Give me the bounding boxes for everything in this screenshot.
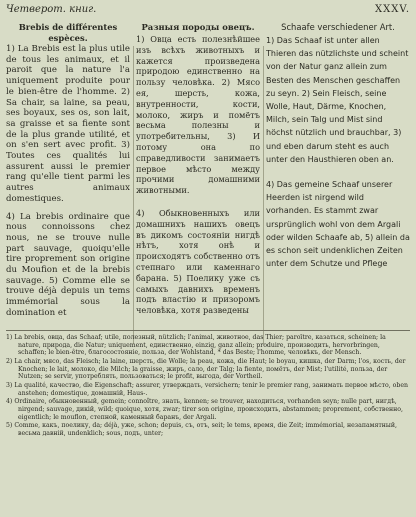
footnote-4: 4) Ordinaire, обыкновенный, gemein; connoître, знать, kennen; se trouver, находиться, vorhanden seyn; nulle part, нигдѣ, nirgend; sauvage, дикій, wild; quoique, хотя, zwar; tirer son origine, происходить, abstammen; proprement, собственно, eigentlich; le mouflon, степной, каменный баранъ, der Argali. bbox=[6, 398, 403, 421]
russian-paragraph-2: 4) Обыкновенныхъ или домашнихъ нашихъ овецъ въ дикомъ состояніи нигдѣ нѣтъ, хотя онѣ и происходятъ собственно отъ степнаго или каменнаго барана. 5) Поелику уже съ самыхъ давнихъ временъ подъ властію и призоромъ человѣка, хотя разведены bbox=[136, 207, 260, 316]
footnote-1: 1) La brebis, овца, das Schaaf; utile, полезный, nützlich; l'animal, животное, das Thier; paroître, казаться, scheinen; la nature, природа, die Natur; uniquement, единственно, einzig, ganz allein; produire, производить, hervorbringen, schaffen; le bien-être, благосостояніе, польза, der Wohlstand, * das Beste; l'homme, человѣкъ, der Mensch. bbox=[6, 334, 386, 357]
french-paragraph-2: 4) La brebis ordinaire que nous connoissons chez nous, ne se trouve nulle part sauvage, quoiqu'elle tire proprement son origine du Moufion et de la brebis sauvage. 5) Comme elle se trouve déjà depuis un tems immémorial sous la domination et bbox=[6, 211, 130, 318]
footnote-rule bbox=[6, 330, 410, 331]
footnotes bbox=[6, 334, 410, 514]
footnote-2: 2) La chair, мясо, das Fleisch; la laine, шерсть, die Wolle; la peau, кожа, die Haut; le boyau, кишка, der Darm; l'os, кость, der Knochen; le lait, молоко, die Milch; la graisse, жиръ, сало, der Talg; la fiente, помётъ, der Mist; l'utilité, польза, der Nutzen; se servir, употреблять, пользоваться; le profit, выгода, der Vortheil. bbox=[6, 357, 406, 381]
russian-paragraph-1: 1) Овца есть полезнѣйшее изъ всѣхъ животныхъ и кажется произведена природою единственно на пользу человѣка. 2) Мясо ея, шерсть, кожа, внутренности, кости, молоко, жиръ и помётъ весьма полезны и употребительны, 3) И потому она по справедливости занимаетъ первое мѣсто между прочими домашними животными. bbox=[136, 34, 260, 196]
footnote-5: 5) Comme, какъ, поелику, da; déjà, уже, schon; depuis, съ, отъ, seit; le tems, время, die Zeit; immémorial, незапамятный, весьма давній, undenklich; sous, подъ, unter; bbox=[6, 422, 397, 437]
german-paragraph-2: 4) Das gemeine Schaaf unserer Heerden ist nirgend wild vorhanden. Es stammt zwar ursprünglich wohl von dem Argali oder wilden Schaafe ab, 5) allein da es schon seit undenklichen Zeiten unter dem Schutze und Pflege bbox=[266, 180, 410, 269]
column-divider bbox=[263, 46, 264, 344]
page-number: XXXV. bbox=[374, 4, 410, 15]
footnote-3: 3) La qualité, качество, die Eigenschaft; assurer, утверждать, versichern; tenir le premier rang, занимать первое мѣсто, oben anstehen; domestique, домашній, Haus-. bbox=[6, 381, 408, 397]
german-column bbox=[266, 22, 410, 328]
russian-column bbox=[136, 22, 260, 328]
french-subtitle: espèces. bbox=[48, 33, 88, 43]
german-title: Schaafe verschiedener Art. bbox=[281, 22, 395, 32]
running-head: Четверот. книг. bbox=[6, 4, 97, 15]
russian-title: Разныя породы овецъ. bbox=[141, 22, 255, 32]
page-header bbox=[6, 4, 410, 20]
text-columns bbox=[6, 22, 410, 328]
french-title: Brebis de différentes bbox=[18, 22, 118, 32]
french-paragraph-1: 1) La Brebis est la plus utile de tous les animaux, et il paroit que la nature l'a uniquement produite pour le bien-être de l'homme. 2) Sa chair, sa laine, sa peau, ses boyaux, ses os, son lait, sa graisse et sa fiente sont de la plus grande utilité, et on s'en sert avec profit. 3) Toutes ces qualités lui assurent aussi le premier rang qu'elle tient parmi les autres animaux domestiques. bbox=[6, 44, 130, 204]
german-paragraph-1: 1) Das Schaaf ist unter allen Thieren das nützlichste und scheint von der Natur ganz allein zum Besten des Menschen geschaffen zu seyn. 2) Sein Fleisch, seine Wolle, Haut, Därme, Knochen, Milch, sein Talg und Mist sind höchst nützlich und brauchbar, 3) und eben darum steht es auch unter den Hausthieren oben an. bbox=[266, 36, 409, 164]
french-column bbox=[6, 22, 130, 328]
column-divider bbox=[133, 46, 134, 344]
